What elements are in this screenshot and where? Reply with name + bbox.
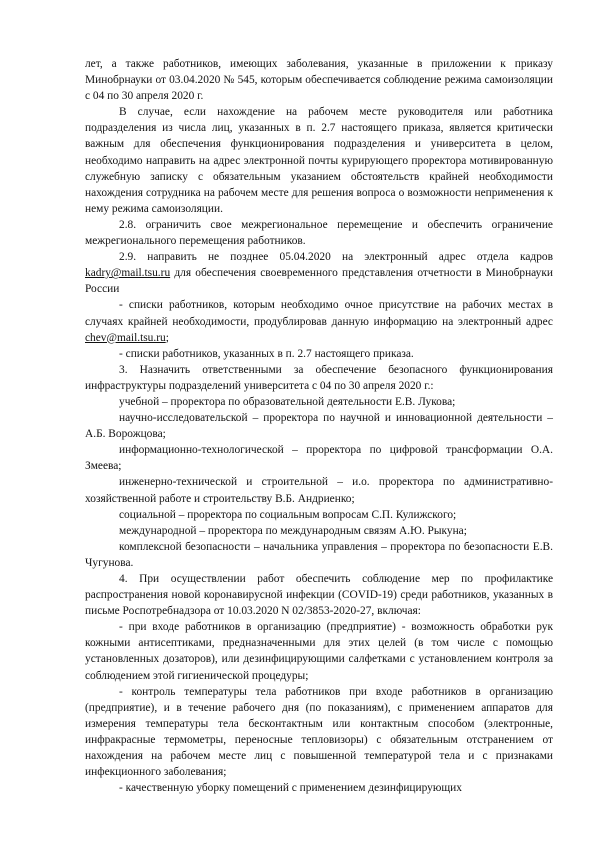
responsible-research: научно-исследовательской – проректора по научной и инновационной деятельности – А.Б. Ворожцова;	[85, 412, 553, 441]
paragraph-lists-presence	[85, 297, 553, 345]
paragraph-lists-before: - списки работников, которым необходимо очное присутствие на рабочих местах в случаях крайней необходимости, продублировав данную информацию на электронный адрес	[85, 299, 553, 328]
measure-cleaning: - качественную уборку помещений с применением дезинфицирующих	[119, 782, 462, 795]
paragraph-2-9-before: 2.9. направить не позднее 05.04.2020 на электронный адрес отдела кадров	[119, 251, 553, 264]
paragraph-continuation: лет, а также работников, имеющих заболевания, указанные в приложении к приказу Минобрнауки от 03.04.2020 № 545, которым обеспечивается соблюдение режима самоизоляции с 04 по 30 апреля 2020 г.	[85, 58, 553, 103]
paragraph-2-8: 2.8. ограничить свое межрегиональное перемещение и обеспечить ограничение межрегионального перемещения работников.	[85, 218, 553, 248]
responsible-engineering: инженерно-технической и строительной – и.о. проректора по административно-хозяйственной работе и строительству В.Б. Андриенко;	[85, 476, 553, 505]
responsible-security: комплексной безопасности – начальника управления – проректора по безопасности Е.В. Чугунова.	[85, 540, 553, 569]
paragraph-2-9	[85, 249, 553, 297]
email-link-kadry[interactable]: kadry@mail.tsu.ru	[85, 267, 171, 280]
measure-hand-sanitizing: - при входе работников в организацию (предприятие) - возможность обработки рук кожными антисептиками, предназначенными для этих целей (в том числе с помощью установленных дозаторов), или дезинфицирующими салфетками с установлением контроля за соблюдением этой гигиенической процедуры;	[85, 621, 553, 682]
paragraph-critical-presence: В случае, если нахождение на рабочем месте руководителя или работника подразделения из числа лиц, указанных в п. 2.7 настоящего приказа, является критически важным для обеспечения функционирования подразделения и университета в целом, необходимо направить на адрес электронной почты курирующего проректора мотивированную служебную записку с обязательным указанием обстоятельств крайней необходимости нахождения сотрудника на рабочем месте для решения вопроса о возможности неприменения к нему режима самоизоляции.	[85, 106, 553, 215]
measure-temperature-control: - контроль температуры тела работников при входе работников в организацию (предприятие), и в течение рабочего дня (по показаниям), с применением аппаратов для измерения температуры тела бесконтактным или контактным способом (электронные, инфракрасные термометры, переносные тепловизоры) с обязательным отстранением от нахождения на рабочем месте лиц с повышенной температурой тела и с признаками инфекционного заболевания;	[85, 685, 553, 779]
paragraph-2-9-after: для обеспечения своевременного представления отчетности в Минобрнауки России	[85, 267, 553, 296]
paragraph-4: 4. При осуществлении работ обеспечить соблюдение мер по профилактике распространения новой коронавирусной инфекции (COVID-19) среди работников, указанных в письме Роспотребнадзора от 10.03.2020 N 02/3853-2020-27, включая:	[85, 573, 553, 618]
responsible-it: информационно-технологической – проректора по цифровой трансформации О.А. Змеева;	[85, 444, 553, 473]
paragraph-lists-2-7: - списки работников, указанных в п. 2.7 настоящего приказа.	[119, 347, 414, 360]
responsible-educational: учебной – проректора по образовательной деятельности Е.В. Лукова;	[119, 395, 456, 408]
responsible-social: социальной – проректора по социальным вопросам С.П. Кулижского;	[119, 508, 457, 521]
paragraph-lists-after: ;	[165, 331, 169, 344]
email-link-chev[interactable]: chev@mail.tsu.ru	[85, 331, 166, 344]
responsible-international: международной – проректора по международным связям А.Ю. Рыкуна;	[119, 524, 467, 537]
paragraph-3: 3. Назначить ответственными за обеспечение безопасного функционирования инфраструктуры подразделений университета с 04 по 30 апреля 2020 г.:	[85, 363, 553, 392]
document-body	[85, 56, 553, 796]
